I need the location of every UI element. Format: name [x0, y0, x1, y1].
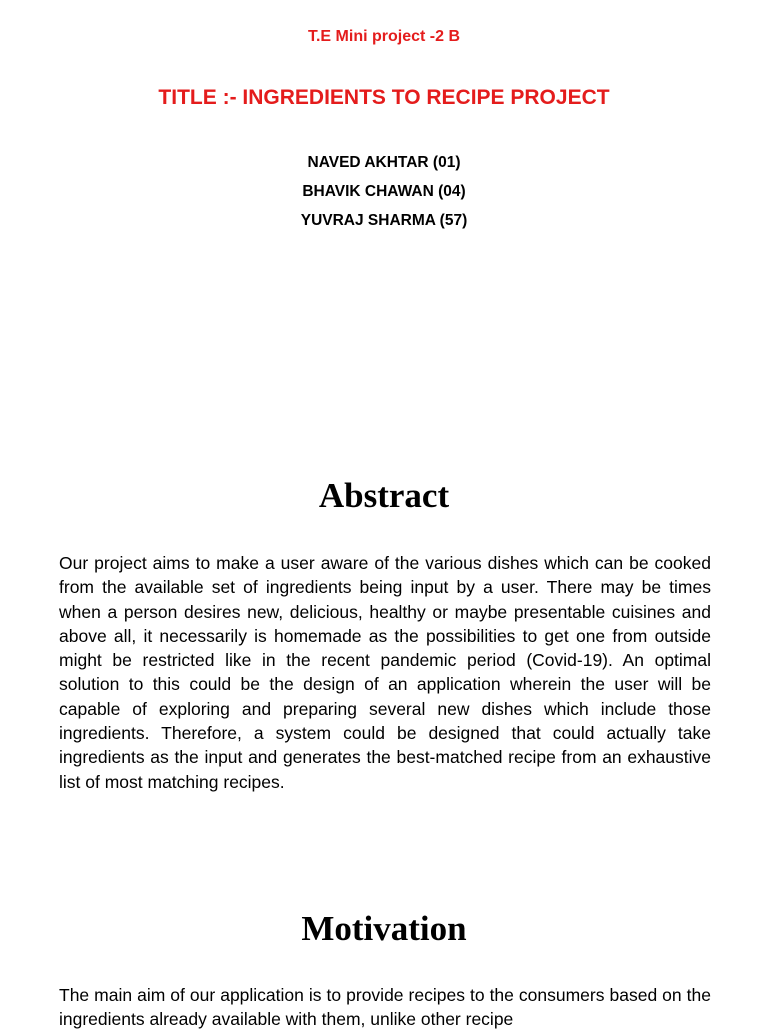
abstract-heading: Abstract	[318, 476, 450, 515]
project-title: TITLE :- INGREDIENTS TO RECIPE PROJECT	[158, 86, 610, 109]
author-list	[0, 148, 768, 235]
course-label: T.E Mini project -2 B	[307, 28, 460, 45]
author-name: NAVED AKHTAR (01)	[307, 154, 461, 171]
author-name: YUVRAJ SHARMA (57)	[300, 212, 468, 229]
author-name: BHAVIK CHAWAN (04)	[302, 183, 466, 200]
motivation-paragraph: The main aim of our application is to provide recipes to the consumers based on the ingredients already available with them, unlike other recipe	[59, 985, 711, 1030]
motivation-heading: Motivation	[301, 909, 467, 948]
abstract-paragraph: Our project aims to make a user aware of the various dishes which can be cooked from the available set of ingredients being input by a user. There may be times when a person desires new, delicious, healthy or maybe presentable cuisines and above all, it necessarily is homemade as the possibilities to get one from outside might be restricted like in the recent pandemic period (Covid-19). An optimal solution to this could be the design of an application wherein the user will be capable of exploring and preparing several new dishes which include those ingredients. Therefore, a system could be designed that could actually take ingredients as the input and generates the best-matched recipe from an exhaustive list of most matching recipes.	[59, 553, 711, 792]
